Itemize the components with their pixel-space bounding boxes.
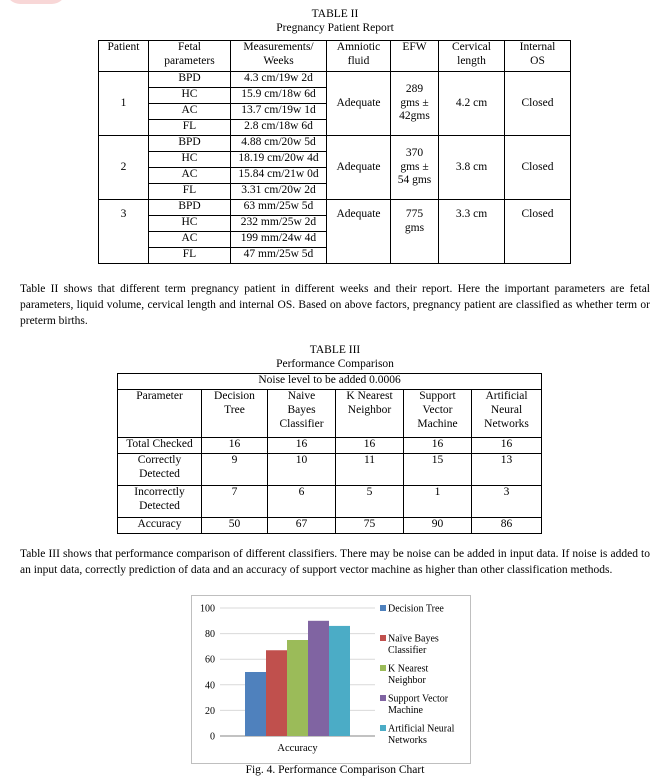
table2-header-cell xyxy=(149,41,231,72)
table3-value: 5 xyxy=(336,486,404,518)
table3-value: 75 xyxy=(336,518,404,534)
table3-value: 3 xyxy=(472,486,542,518)
legend-label: Decision Tree xyxy=(388,603,444,615)
x-category-label: Accuracy xyxy=(277,743,318,754)
table3-value: 90 xyxy=(404,518,472,534)
table2-row xyxy=(99,200,571,216)
efw-line: gms xyxy=(404,221,425,234)
table3-header-line: Naive xyxy=(287,390,316,402)
table2-header-line: parameters xyxy=(164,54,215,67)
table2-header-row xyxy=(99,41,571,72)
cervical-length: 4.2 cm xyxy=(439,72,505,136)
table3-label-line: Detected xyxy=(139,499,180,512)
table3-header-cell xyxy=(404,390,472,438)
legend-label: Artificial Neural xyxy=(388,723,455,735)
table2-header-line: Fetal xyxy=(178,41,201,53)
fetal-parameter: FL xyxy=(149,184,231,200)
legend-swatch xyxy=(380,695,386,701)
y-tick-label: 0 xyxy=(210,731,215,743)
table3-header-line: Vector xyxy=(422,403,453,416)
table3-header-line: Bayes xyxy=(287,403,316,416)
efw xyxy=(391,200,439,264)
y-tick-label: 20 xyxy=(205,705,215,717)
performance-comparison-table xyxy=(117,373,542,534)
pregnancy-report-table xyxy=(98,40,571,264)
table3-header-line: Tree xyxy=(224,403,245,416)
table3-value: 16 xyxy=(268,438,336,454)
bar-na-ve-bayes-classifier xyxy=(266,650,287,736)
decorative-shape xyxy=(6,0,66,4)
table3-body xyxy=(118,374,542,534)
table2-body xyxy=(99,72,571,264)
efw-line: 370 xyxy=(405,146,424,159)
noise-level-cell: Noise level to be added 0.0006 xyxy=(118,374,542,390)
efw xyxy=(391,136,439,200)
table2-header-cell xyxy=(99,41,149,72)
cervical-length: 3.8 cm xyxy=(439,136,505,200)
table2-header-cell xyxy=(505,41,571,72)
efw-line: 42gms xyxy=(399,110,430,123)
amniotic-fluid: Adequate xyxy=(327,200,391,264)
fetal-parameter: HC xyxy=(149,152,231,168)
legend-label: Machine xyxy=(388,705,423,716)
legend-label: Classifier xyxy=(388,645,427,656)
measurement: 47 mm/25w 5d xyxy=(231,248,327,264)
patient-id: 2 xyxy=(99,136,149,200)
table3-header-line: Parameter xyxy=(136,390,183,402)
table3-value: 13 xyxy=(472,454,542,486)
table3-number: TABLE III xyxy=(309,344,361,356)
bar-k-nearest-neighbor xyxy=(287,640,308,736)
table2-header-line: Cervical xyxy=(452,41,491,53)
fetal-parameter: FL xyxy=(149,120,231,136)
amniotic-fluid: Adequate xyxy=(327,72,391,136)
measurement: 2.8 cm/18w 6d xyxy=(231,120,327,136)
bar-artificial-neural-networks xyxy=(329,626,350,736)
measurement: 199 mm/24w 4d xyxy=(231,232,327,248)
internal-os: Closed xyxy=(505,200,571,264)
measurement: 13.7 cm/19w 1d xyxy=(231,104,327,120)
table3-title: Performance Comparison xyxy=(276,357,394,370)
table3-header-line: Decision xyxy=(214,390,255,402)
table3-value: 9 xyxy=(202,454,268,486)
table3-header-cell xyxy=(472,390,542,438)
table3-header-line: K Nearest xyxy=(346,390,393,402)
table3-row-label xyxy=(118,454,202,486)
table2-header-line: OS xyxy=(530,54,545,67)
table3-value: 16 xyxy=(404,438,472,454)
table2-header-line: Internal xyxy=(519,41,556,53)
legend-swatch xyxy=(380,665,386,671)
measurement: 232 mm/25w 2d xyxy=(231,216,327,232)
amniotic-fluid: Adequate xyxy=(327,136,391,200)
table3-header-line: Artificial xyxy=(485,390,528,402)
table3-caption xyxy=(0,344,670,372)
table3-value: 86 xyxy=(472,518,542,534)
y-tick-label: 40 xyxy=(205,680,215,692)
table3-header-line: Machine xyxy=(417,417,458,430)
measurement: 63 mm/25w 5d xyxy=(231,200,327,216)
legend-label: Networks xyxy=(388,735,427,746)
table3-label-line: Incorrectly xyxy=(134,486,185,498)
chart-canvas xyxy=(192,596,470,763)
table3-value: 11 xyxy=(336,454,404,486)
table3-value: 15 xyxy=(404,454,472,486)
table3-header-cell xyxy=(336,390,404,438)
fetal-parameter: HC xyxy=(149,216,231,232)
y-tick-label: 80 xyxy=(205,629,215,641)
table2-row xyxy=(99,72,571,88)
table3-header-line: Neighbor xyxy=(347,403,392,416)
measurement: 15.84 cm/21w 0d xyxy=(231,168,327,184)
y-tick-label: 60 xyxy=(205,654,215,666)
legend-label: Support Vector xyxy=(388,693,449,705)
measurement: 4.3 cm/19w 2d xyxy=(231,72,327,88)
measurement: 18.19 cm/20w 4d xyxy=(231,152,327,168)
legend-label: K Nearest xyxy=(388,663,429,675)
efw xyxy=(391,72,439,136)
table3-row xyxy=(118,438,542,454)
table3-label-line: Detected xyxy=(139,467,180,480)
fetal-parameter: FL xyxy=(149,248,231,264)
table2-caption xyxy=(0,8,670,36)
table3-value: 10 xyxy=(268,454,336,486)
fetal-parameter: AC xyxy=(149,168,231,184)
y-tick-label: 100 xyxy=(200,603,215,615)
internal-os: Closed xyxy=(505,72,571,136)
table2-header-line: Amniotic xyxy=(336,41,381,53)
legend-swatch xyxy=(380,605,386,611)
table3-value: 50 xyxy=(202,518,268,534)
table3-value: 67 xyxy=(268,518,336,534)
cervical-length: 3.3 cm xyxy=(439,200,505,264)
legend-swatch xyxy=(380,725,386,731)
measurement: 3.31 cm/20w 2d xyxy=(231,184,327,200)
bar-support-vector-machine xyxy=(308,621,329,736)
table3-header-line: Support xyxy=(419,390,456,402)
table3-label-line: Accuracy xyxy=(137,518,182,530)
paragraph-table3-description: Table III shows that performance comparison of different classifiers. There may be noise can be added in input data. If noise is added to an input data, correctly prediction of data and an accuracy of support vector machine as higher than other classification methods. xyxy=(20,548,650,576)
table2-title: Pregnancy Patient Report xyxy=(276,21,394,34)
paragraph-table2-description: Table II shows that different term pregnancy patient in different weeks and their report. Here the important parameters are fetal parameters, liquid volume, cervical length and internal OS. Based on above factors, pregnancy patient are classified as whether term or preterm births. xyxy=(20,283,650,327)
table2-number: TABLE II xyxy=(311,8,359,20)
table3-row xyxy=(118,518,542,534)
table2-header-cell xyxy=(231,41,327,72)
table2-header-line: EFW xyxy=(402,41,427,53)
table3-value: 16 xyxy=(472,438,542,454)
table2-header-cell xyxy=(439,41,505,72)
legend-label: Neighbor xyxy=(388,675,426,686)
efw-line: 289 xyxy=(405,82,424,95)
table3-header-row xyxy=(118,390,542,438)
table2-header-line: Weeks xyxy=(263,54,294,67)
table3-value: 6 xyxy=(268,486,336,518)
table3-row-label xyxy=(118,518,202,534)
table3-row-label xyxy=(118,438,202,454)
legend-label: Naïve Bayes xyxy=(388,633,439,645)
table3-value: 16 xyxy=(202,438,268,454)
table2-header-line: Measurements/ xyxy=(243,41,314,53)
internal-os: Closed xyxy=(505,136,571,200)
fetal-parameter: BPD xyxy=(149,200,231,216)
fetal-parameter: AC xyxy=(149,104,231,120)
table3-row-label xyxy=(118,486,202,518)
table3-header-line: Neural xyxy=(490,403,523,416)
bar-decision-tree xyxy=(245,672,266,736)
figure-caption: Fig. 4. Performance Comparison Chart xyxy=(245,764,425,776)
table3-header-cell xyxy=(118,390,202,438)
measurement: 15.9 cm/18w 6d xyxy=(231,88,327,104)
table2-row xyxy=(99,136,571,152)
table3-value: 1 xyxy=(404,486,472,518)
measurement: 4.88 cm/20w 5d xyxy=(231,136,327,152)
table3-row xyxy=(118,454,542,486)
table2-header-line: Patient xyxy=(107,41,140,53)
efw-line: 775 xyxy=(405,208,424,220)
efw-line: gms ± xyxy=(400,160,429,173)
table3-label-line: Correctly xyxy=(137,454,182,466)
legend-swatch xyxy=(380,635,386,641)
table3-header-cell xyxy=(202,390,268,438)
table3-value: 7 xyxy=(202,486,268,518)
table3-label-line: Total Checked xyxy=(126,438,193,450)
table2-header-line: fluid xyxy=(347,54,370,67)
table3-header-cell xyxy=(268,390,336,438)
efw-line: gms ± xyxy=(400,96,429,109)
performance-chart xyxy=(191,595,471,764)
patient-id: 1 xyxy=(99,72,149,136)
efw-line: 54 gms xyxy=(397,174,432,187)
table3-value: 16 xyxy=(336,438,404,454)
fetal-parameter: BPD xyxy=(149,136,231,152)
fetal-parameter: HC xyxy=(149,88,231,104)
table3-header-line: Networks xyxy=(484,417,529,430)
fetal-parameter: BPD xyxy=(149,72,231,88)
table2-header-line: length xyxy=(457,54,486,67)
fetal-parameter: AC xyxy=(149,232,231,248)
table3-row xyxy=(118,486,542,518)
table3-header-line: Classifier xyxy=(279,417,324,430)
patient-id: 3 xyxy=(99,200,149,264)
table2-header-cell xyxy=(391,41,439,72)
table2-header-cell xyxy=(327,41,391,72)
